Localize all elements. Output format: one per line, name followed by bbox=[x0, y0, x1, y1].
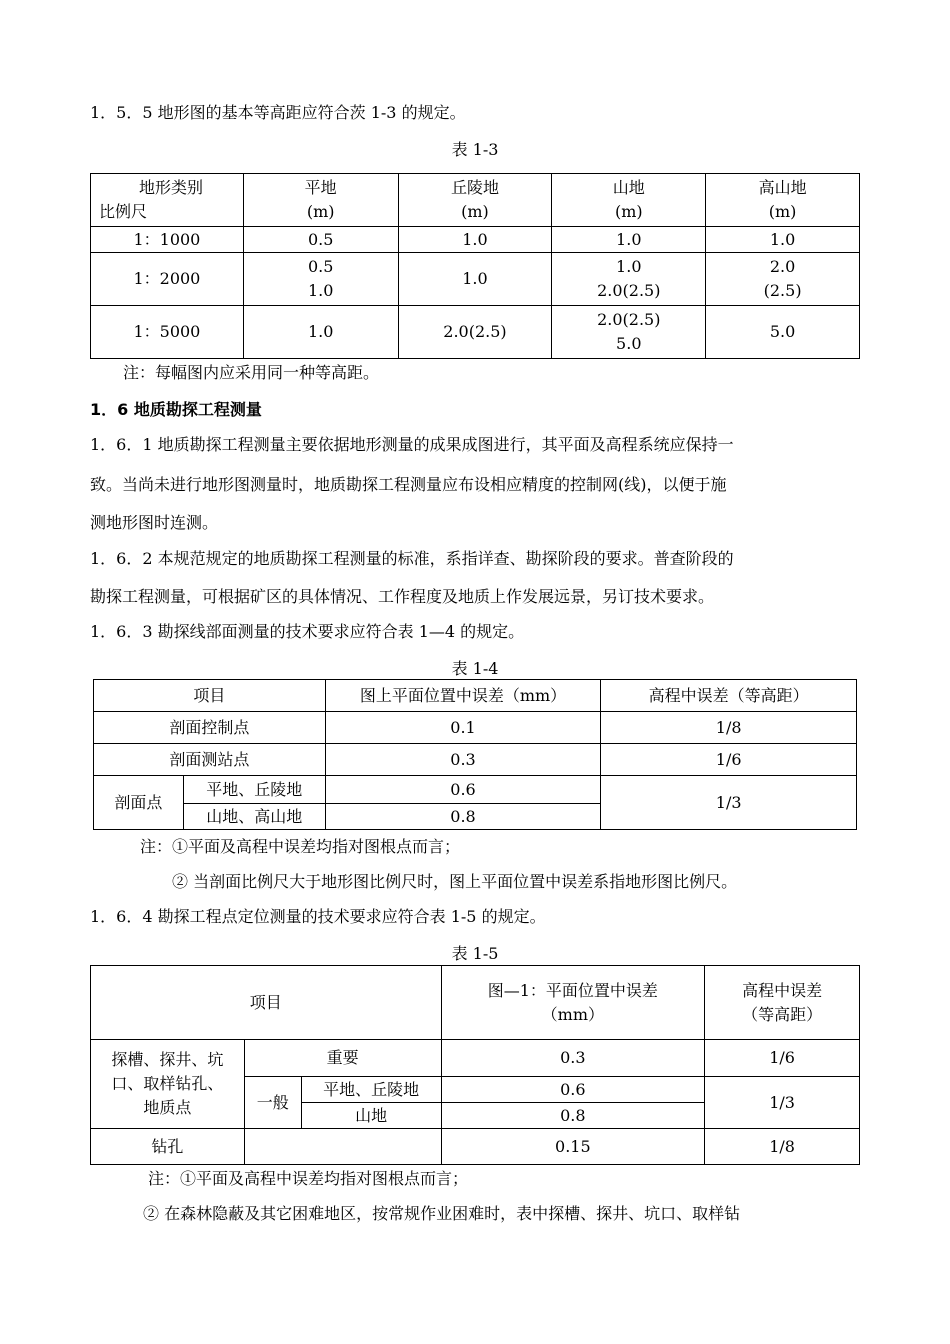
table-1-5-caption: 表 1-5 bbox=[451, 944, 499, 963]
paragraph-1-6-1-line2: 致。当尚未进行地形图测量时，地质勘探工程测量应布设相应精度的控制网(线)，以便于施 bbox=[90, 475, 727, 494]
header-elevation-error: 高程中误差（等高距） bbox=[601, 680, 857, 712]
section-heading-1-6: 1．6 地质勘探工程测量 bbox=[90, 400, 262, 419]
table-cell: 0.3 bbox=[325, 744, 601, 776]
header-plane-error: 图上平面位置中误差（mm） bbox=[325, 680, 601, 712]
paragraph-1-6-3: 1．6．3 勘探线部面测量的技术要求应符合表 1—4 的规定。 bbox=[90, 622, 525, 641]
table-row bbox=[91, 1129, 860, 1165]
header-terrain-type: 地形类别 bbox=[139, 178, 204, 197]
table-cell: 0.5 bbox=[243, 227, 398, 253]
header-elevation-error: 高程中误差 （等高距） bbox=[705, 966, 860, 1040]
paragraph-1-6-1-line1: 1．6．1 地质勘探工程测量主要依据地形测量的成果成图进行，其平面及高程系统应保持一 bbox=[90, 435, 734, 454]
table-1-4-caption: 表 1-4 bbox=[451, 659, 499, 678]
table-cell: 0.6 bbox=[441, 1077, 705, 1103]
table-cell: 1.0 bbox=[706, 227, 860, 253]
table-cell: 0.5 1.0 bbox=[243, 253, 398, 306]
table-cell: 1.0 2.0(2.5) bbox=[552, 253, 706, 306]
table-1-3-note: 注：每幅图内应采用同一种等高距。 bbox=[123, 363, 380, 382]
table-cell: 山地 bbox=[301, 1103, 441, 1129]
table-cell-empty bbox=[244, 1129, 441, 1165]
table-cell: 1：1000 bbox=[91, 227, 244, 253]
table-cell: 1/3 bbox=[705, 1077, 860, 1129]
table-cell: 平地、丘陵地 bbox=[301, 1077, 441, 1103]
table-row bbox=[94, 712, 857, 744]
table-cell: 钻孔 bbox=[91, 1129, 245, 1165]
header-mountain: 山地 (m) bbox=[552, 174, 706, 227]
table-1-5-note-2: ② 在森林隐蔽及其它困难地区，按常规作业困难时，表中探槽、探井、坑口、取样钻 bbox=[143, 1204, 741, 1223]
paragraph-1-6-1-line3: 测地形图时连测。 bbox=[90, 513, 219, 532]
table-cell: 0.1 bbox=[325, 712, 601, 744]
table-cell: 剖面点 bbox=[94, 776, 184, 830]
paragraph-1-6-2-line1: 1．6．2 本规范规定的地质勘探工程测量的标准，系指详查、勘探阶段的要求。普查阶段的 bbox=[90, 549, 734, 568]
table-cell: 剖面控制点 bbox=[94, 712, 326, 744]
table-cell: 2.0(2.5) 5.0 bbox=[552, 306, 706, 359]
table-1-3-header-corner bbox=[91, 174, 244, 227]
header-plane-error: 图—1：平面位置中误差 （mm） bbox=[441, 966, 705, 1040]
table-1-4-header-row bbox=[94, 680, 857, 712]
table-cell: 重要 bbox=[244, 1040, 441, 1077]
header-high-mountain: 高山地 (m) bbox=[706, 174, 860, 227]
table-cell: 1：5000 bbox=[91, 306, 244, 359]
table-cell: 1/8 bbox=[705, 1129, 860, 1165]
header-item: 项目 bbox=[91, 966, 442, 1040]
table-cell: 1.0 bbox=[398, 227, 552, 253]
table-cell-group: 探槽、探井、坑 口、取样钻孔、 地质点 bbox=[91, 1040, 245, 1129]
table-cell: 1：2000 bbox=[91, 253, 244, 306]
table-1-4 bbox=[93, 679, 857, 830]
table-cell: 剖面测站点 bbox=[94, 744, 326, 776]
table-cell: 0.8 bbox=[441, 1103, 705, 1129]
table-cell: 1/6 bbox=[601, 744, 857, 776]
table-cell: 1.0 bbox=[398, 253, 552, 306]
table-cell: 山地、高山地 bbox=[183, 804, 325, 830]
table-row bbox=[94, 744, 857, 776]
paragraph-1-6-2-line2: 勘探工程测量，可根据矿区的具体情况、工作程度及地质上作发展远景，另订技术要求。 bbox=[90, 587, 715, 606]
table-cell: 1/6 bbox=[705, 1040, 860, 1077]
table-cell: 5.0 bbox=[706, 306, 860, 359]
table-1-3 bbox=[90, 173, 860, 359]
table-1-4-note-1: 注：①平面及高程中误差均指对图根点而言； bbox=[140, 837, 461, 856]
header-item: 项目 bbox=[94, 680, 326, 712]
table-cell: 平地、丘陵地 bbox=[183, 776, 325, 804]
table-cell: 1.0 bbox=[552, 227, 706, 253]
table-cell: 一般 bbox=[244, 1077, 301, 1129]
header-hilly: 丘陵地 (m) bbox=[398, 174, 552, 227]
table-cell: 1/3 bbox=[601, 776, 857, 830]
table-1-4-note-2: ② 当剖面比例尺大于地形图比例尺时，图上平面位置中误差系指地形图比例尺。 bbox=[172, 872, 738, 891]
table-cell: 0.8 bbox=[325, 804, 601, 830]
table-1-3-header-row bbox=[91, 174, 860, 227]
table-1-3-caption: 表 1-3 bbox=[451, 140, 499, 159]
table-row bbox=[91, 227, 860, 253]
header-scale: 比例尺 bbox=[99, 202, 148, 221]
header-flat: 平地 (m) bbox=[243, 174, 398, 227]
table-cell: 0.3 bbox=[441, 1040, 705, 1077]
table-1-5-note-1: 注：①平面及高程中误差均指对图根点而言； bbox=[148, 1169, 469, 1188]
table-row bbox=[91, 1040, 860, 1077]
table-row bbox=[91, 306, 860, 359]
paragraph-1-5-5: 1．5．5 地形图的基本等高距应符合茨 1-3 的规定。 bbox=[90, 103, 466, 122]
table-cell: 2.0(2.5) bbox=[398, 306, 552, 359]
table-cell: 1/8 bbox=[601, 712, 857, 744]
table-cell: 0.6 bbox=[325, 776, 601, 804]
table-cell: 2.0 (2.5) bbox=[706, 253, 860, 306]
paragraph-1-6-4: 1．6．4 勘探工程点定位测量的技术要求应符合表 1-5 的规定。 bbox=[90, 907, 546, 926]
table-cell: 1.0 bbox=[243, 306, 398, 359]
table-row bbox=[91, 253, 860, 306]
table-1-5-header-row bbox=[91, 966, 860, 1040]
table-1-5 bbox=[90, 965, 860, 1165]
table-row bbox=[94, 776, 857, 804]
table-cell: 0.15 bbox=[441, 1129, 705, 1165]
